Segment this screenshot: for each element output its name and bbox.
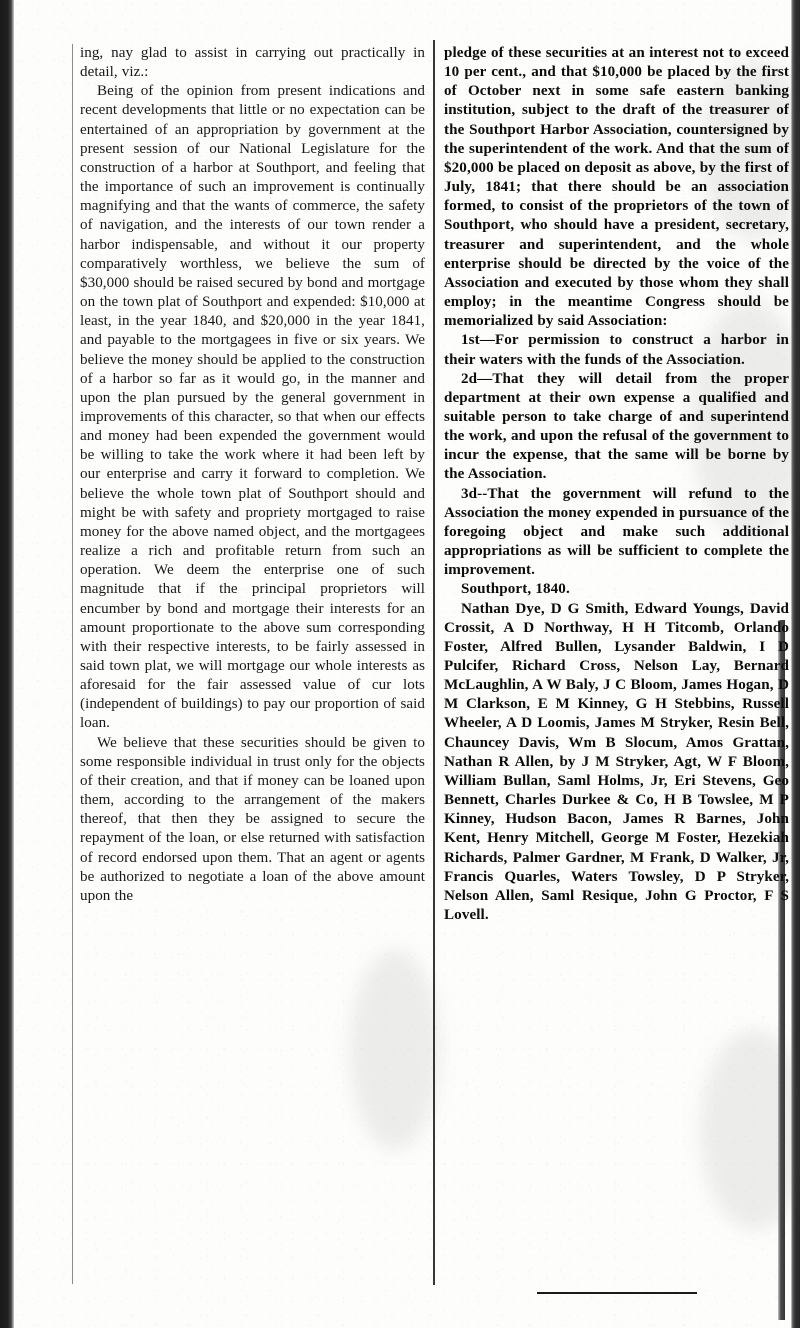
- dateline: Southport, 1840.: [461, 581, 570, 598]
- signatory-list: Nathan Dye, D G Smith, Edward Youngs, David Crossit, A D Northway, H H Titcomb, Orlando Foster, Alfred Bullen, Lysander Baldwin, I D Pulcifer, Richard Cross, Nelson Lay, Bernard McLaughlin, A W Baly, J C Bloom, James Hogan, D M Clarkson, E M Kinney, G H Stebbins, Russell Wheeler, A D Loomis, James M Stryker, Resin Bell, Chauncey Davis, Wm B Slocum, Amos Grattan, Nathan R Allen, by J M Stryker, Agt, W F Bloom, William Bullan, Saml Holms, Jr, Eri Stevens, Geo Bennett, Charles Durkee & Co, H B Towslee, M P Kinney, Hudson Bacon, James R Barnes, John Kent, Henry Mitchell, George M Foster, Hezekiah Richards, Palmer Gardner, M Frank, D Walker, Jr, Francis Quarles, Waters Towsley, D P Stryker, Nelson Allen, Saml Resique, John G Proctor, F S Lovell.: [444, 600, 789, 924]
- end-of-article-rule-wrapper: [444, 1292, 789, 1294]
- paragraph-item-2d: 2d—That they will detail from the proper department at their own expense a qualified and suitable person to take charge of and superintend the work, and upon the refusal of the government to incur the expense, that the same will be borne by the Association.: [444, 370, 789, 483]
- end-of-article-rule: [537, 1292, 697, 1294]
- paragraph-item-1st: 1st—For permission to construct a harbor in their waters with the funds of the Association.: [444, 332, 789, 368]
- paragraph: ing, nay glad to assist in carrying out practically in detail, viz.:: [80, 45, 425, 81]
- left-column: [80, 44, 425, 906]
- paragraph-item-3d: 3d--That the government will refund to the Association the money expended in pursuance of the foregoing object and make such additional appropriations as will be sufficient to complete the improvement.: [444, 485, 789, 579]
- paragraph: pledge of these securities at an interest not to exceed 10 per cent., and that $10,000 be placed by the first of October next in some safe eastern banking institution, subject to the draft of the treasurer of the Southport Harbor Association, countersigned by the superintendent of the work. And that the sum of $20,000 be placed on deposit as above, by the first of July, 1841; that there should be an association formed, to consist of the proprietors of the town of Southport, who should have a president, secretary, treasurer and superintendent, and the whole enterprise should be directed by the voice of the Association and executed by those whom they shall employ; in the meantime Congress should be memorialized by said Association:: [444, 45, 789, 330]
- paragraph: Being of the opinion from present indications and recent developments that little or no expectation can be entertained of an appropriation by government at the present session of our National Legislature for the construction of a harbor at Southport, and feeling that the importance of such an improvement is continually magnifying and that the wants of commerce, the safety of navigation, and the interests of our town render a harbor indispensable, and without it our property comparatively worthless, we believe the sum of $30,000 should be raised secured by bond and mortgage on the town plat of Southport and expended: $10,000 at least, in the year 1840, and $20,000 in the year 1841, and payable to the mortgagees in five or six years. We believe the money should be applied to the construction of a harbor so far as it would go, in the manner and upon the plan pursued by the general government in improvements of this character, so that when our effects and money had been expended the government would be willing to take the work where it had been left by our enterprise and carry it forward to completion. We believe the whole town plat of Southport should and might be with safety and propriety mortgaged to raise money for the above named object, and the mortgagees realize a rich and profitable return from such an operation. We deem the enterprise one of such magnitude that if the principal proprietors will encumber by bond and mortgage their interests for an amount proportionate to the above sum corresponding with their respective interests, to be fairly assessed in said town plat, we will mortgage our whole interests as aforesaid for the fair assessed value of cur lots (independent of buildings) to pay our proportion of said loan.: [80, 83, 425, 732]
- paragraph: We believe that these securities should be given to some responsible individual in trust only for the objects of their creation, and that if money can be loaned upon them, according to the arrangement of the makers thereof, that then they be assigned to secure the repayment of the loan, or else returned with satisfaction of record endorsed upon them. That an agent or agents be authorized to negotiate a loan of the above amount upon the: [80, 734, 425, 904]
- right-column: [444, 44, 789, 925]
